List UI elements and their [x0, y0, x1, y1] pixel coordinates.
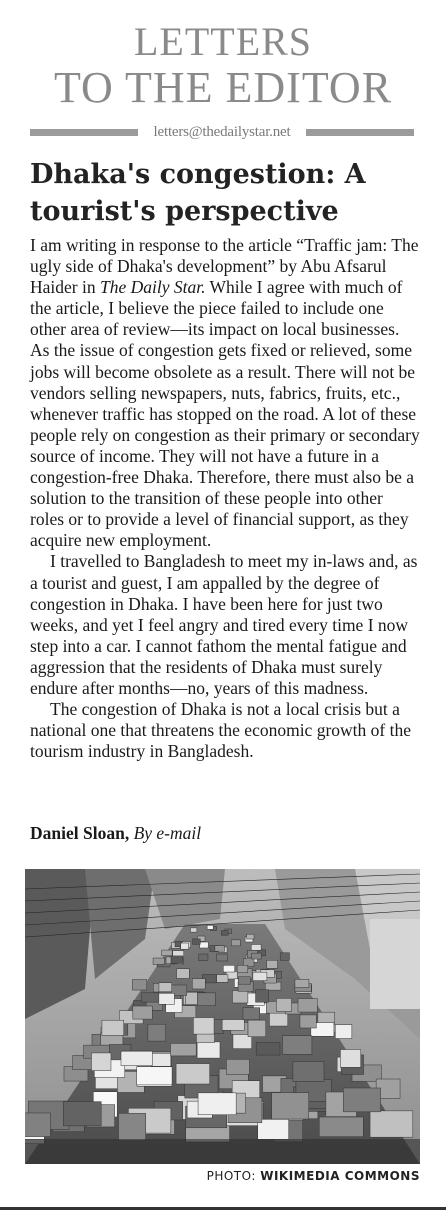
vehicle-shape [237, 965, 248, 973]
masthead-title-line1: LETTERS [133, 19, 313, 64]
vehicle-shape [265, 982, 281, 990]
paragraph-1-start: I am writing in response to the article “Traffic jam: The ugly side of Dhaka's development” by Abu Afsarul Haider in [30, 235, 419, 298]
vehicle-shape [137, 1067, 172, 1085]
vehicle-shape [199, 954, 208, 961]
vehicle-shape [340, 1050, 360, 1068]
author-via: By e-mail [133, 823, 202, 843]
letter-signature [30, 823, 201, 844]
vehicle-shape [283, 1036, 312, 1055]
vehicle-shape [223, 965, 234, 972]
vehicle-shape [251, 953, 261, 959]
vehicle-shape [243, 1008, 260, 1020]
vehicle-shape [226, 1059, 249, 1074]
vehicle-shape [343, 1088, 380, 1112]
vehicle-shape [171, 1043, 197, 1056]
vehicle-shape [256, 990, 269, 1002]
paragraph-1-rest: While I agree with much of the article, I believe the piece failed to include one other area of review—its impact on local businesses. As the issue of congestion gets fixed or relieved, some jobs will become obsolete as a result. There will not be vendors selling newspapers, nuts, fabrics, fruits, etc., whenever traffic has stopped on the road. A lot of these people rely on congestion as their primary or secondary source of income. They will not have a future in a congestion-free Dhaka. Therefore, there must also be a solution to the transition of these people into other roles or to provide a level of financial support, as they acquire new employment. [30, 277, 420, 551]
vehicle-shape [251, 944, 261, 950]
vehicle-shape [121, 1051, 152, 1065]
vehicle-shape [198, 1093, 236, 1115]
vehicle-shape [159, 993, 175, 1004]
editor-email[interactable]: letters@thedailystar.net [153, 123, 291, 140]
letter-body [30, 235, 420, 762]
vehicle-shape [148, 1024, 166, 1041]
letter-paragraph-2: I travelled to Bangladesh to meet my in-laws and, as a tourist and guest, I am appalled by the degree of congestion in Dhaka. I have been here for just two weeks, and yet I feel angry and tired every time I now step into a car. I cannot fathom the mental fatigue and aggression that the residents of Dhaka must surely endure after months—no, years of this madness. [30, 551, 418, 698]
vehicle-shape [298, 999, 317, 1013]
vehicle-shape [197, 1042, 220, 1058]
vehicle-shape [267, 960, 278, 968]
vehicle-shape [256, 1043, 280, 1055]
vehicle-shape [319, 1117, 363, 1137]
photo-credit-label: PHOTO: [206, 1169, 256, 1183]
vehicle-shape [190, 928, 196, 932]
vehicle-shape [171, 956, 183, 964]
vehicle-shape [181, 943, 189, 949]
vehicle-shape [197, 993, 215, 1006]
letter-headline: Dhaka's congestion: A tourist's perspective [30, 159, 366, 227]
vehicle-shape [25, 1113, 50, 1137]
vehicle-shape [247, 934, 254, 939]
masthead-title-line2: TO THE EDITOR [53, 63, 393, 112]
source-publication: The Daily Star. [99, 277, 206, 298]
vehicle-shape [231, 940, 240, 946]
vehicle-shape [295, 979, 309, 987]
author-name: Daniel Sloan, [30, 823, 130, 843]
vehicle-shape [193, 1018, 214, 1035]
right-rule [306, 129, 414, 136]
vehicle-shape [207, 925, 213, 929]
traffic-photo-illustration [25, 869, 420, 1164]
vehicle-shape [248, 1020, 266, 1037]
vehicle-shape [258, 1119, 289, 1139]
vehicle-shape [63, 1102, 101, 1126]
vehicle-shape [215, 946, 225, 951]
masthead [0, 19, 446, 112]
vehicle-shape [193, 939, 201, 944]
vehicle-shape [200, 942, 209, 948]
vehicle-shape [162, 950, 173, 956]
traffic-photo [25, 869, 420, 1164]
vehicle-shape [118, 1113, 145, 1140]
vehicle-shape [300, 1015, 316, 1028]
vehicle-shape [192, 979, 205, 989]
vehicle-shape [153, 958, 164, 964]
vehicle-shape [232, 991, 247, 1003]
vehicle-shape [102, 1020, 124, 1035]
vehicle-shape [370, 1111, 413, 1137]
page-bottom-rule [0, 1207, 446, 1210]
vehicle-shape [293, 1062, 324, 1082]
photo-credit-source: WIKIMEDIA COMMONS [260, 1169, 420, 1183]
vehicle-shape [253, 972, 267, 980]
vehicle-shape [133, 1006, 153, 1019]
vehicle-shape [276, 998, 291, 1011]
vehicle-shape [217, 954, 228, 961]
vehicle-shape [142, 993, 160, 1002]
vehicle-shape [222, 1020, 244, 1031]
vehicle-shape [335, 1025, 352, 1039]
vehicle-shape [177, 969, 190, 979]
vehicle-shape [221, 931, 228, 936]
vehicle-shape [176, 1064, 210, 1084]
vehicle-shape [272, 1093, 309, 1119]
letter-paragraph-3: The congestion of Dhaka is not a local crisis but a national one that threatens the economic growth of the tourism industry in Bangladesh. [30, 699, 411, 762]
photo-credit [207, 1169, 420, 1183]
left-rule [30, 129, 138, 136]
vehicle-shape [159, 983, 172, 992]
vehicle-shape [280, 953, 289, 961]
vehicle-shape [132, 980, 146, 990]
vehicle-shape [217, 975, 228, 983]
email-row [30, 122, 414, 142]
vehicle-shape [91, 1053, 111, 1071]
letter-paragraph-1 [30, 235, 420, 551]
vehicle-shape [238, 977, 250, 984]
